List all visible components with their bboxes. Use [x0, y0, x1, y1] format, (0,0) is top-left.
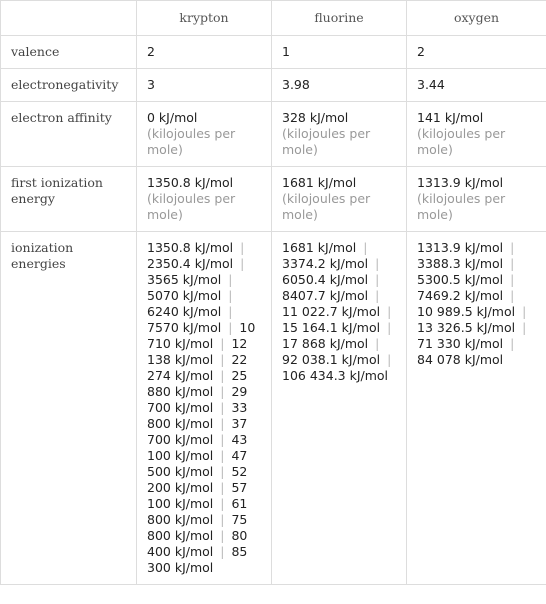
list-separator: |: [387, 304, 392, 319]
row-label: electronegativity: [1, 69, 137, 102]
list-separator: |: [240, 240, 245, 255]
list-separator: |: [220, 512, 225, 527]
ionization-value: 22 274 kJ/mol: [147, 352, 248, 383]
list-separator: |: [220, 384, 225, 399]
ionization-value: 75 800 kJ/mol: [147, 512, 248, 543]
list-separator: |: [375, 272, 380, 287]
list-separator: |: [228, 288, 233, 303]
table-cell: 2: [407, 36, 546, 69]
list-separator: |: [220, 368, 225, 383]
ionization-value: 85 300 kJ/mol: [147, 544, 248, 575]
list-separator: |: [240, 256, 245, 271]
table-row-electron-affinity: [1, 102, 546, 167]
ionization-value: 84 078 kJ/mol: [417, 352, 504, 367]
column-header-oxygen: oxygen: [407, 1, 546, 36]
unit-description: (kilojoules per mole): [147, 191, 236, 222]
ionization-value: 13 326.5 kJ/mol: [417, 320, 516, 335]
ionization-value: 11 022.7 kJ/mol: [282, 304, 381, 319]
ionization-value: 5300.5 kJ/mol: [417, 272, 504, 287]
ionization-value: 10 710 kJ/mol: [147, 320, 256, 351]
table-cell: 3.44: [407, 69, 546, 102]
table-cell: 2: [137, 36, 272, 69]
list-separator: |: [375, 288, 380, 303]
list-separator: |: [220, 416, 225, 431]
ionization-value: 61 800 kJ/mol: [147, 496, 248, 527]
ionization-value: 6240 kJ/mol: [147, 304, 222, 319]
list-separator: |: [228, 320, 233, 335]
table-row-first-ionization-energy: [1, 167, 546, 232]
ionization-value: 29 700 kJ/mol: [147, 384, 248, 415]
ionization-value: 43 100 kJ/mol: [147, 432, 248, 463]
list-separator: |: [522, 320, 527, 335]
ionization-value: 2350.4 kJ/mol: [147, 256, 234, 271]
ionization-value: 1681 kJ/mol: [282, 240, 357, 255]
table-row-electronegativity: [1, 69, 546, 102]
list-separator: |: [375, 336, 380, 351]
ionization-value: 6050.4 kJ/mol: [282, 272, 369, 287]
unit-description: (kilojoules per mole): [417, 191, 506, 222]
list-separator: |: [220, 464, 225, 479]
ionization-value: 8407.7 kJ/mol: [282, 288, 369, 303]
ionization-value: 37 700 kJ/mol: [147, 416, 248, 447]
list-separator: |: [220, 528, 225, 543]
table-cell: [137, 102, 272, 167]
list-separator: |: [375, 256, 380, 271]
unit-description: (kilojoules per mole): [282, 191, 371, 222]
table-cell: [407, 102, 546, 167]
ionization-value: 25 880 kJ/mol: [147, 368, 248, 399]
cell-value: 328 kJ/mol: [282, 110, 349, 125]
list-separator: |: [510, 272, 515, 287]
ionization-value: 10 989.5 kJ/mol: [417, 304, 516, 319]
cell-value: 141 kJ/mol: [417, 110, 484, 125]
list-separator: |: [510, 336, 515, 351]
list-separator: |: [510, 256, 515, 271]
list-separator: |: [220, 544, 225, 559]
list-separator: |: [510, 288, 515, 303]
table-cell: [272, 102, 407, 167]
list-separator: |: [220, 480, 225, 495]
unit-description: (kilojoules per mole): [282, 126, 371, 157]
ionization-value: 71 330 kJ/mol: [417, 336, 504, 351]
ionization-list-oxygen: [407, 232, 546, 585]
ionization-value: 7570 kJ/mol: [147, 320, 222, 335]
header-row: [1, 1, 546, 36]
column-header-krypton: krypton: [137, 1, 272, 36]
table-row-valence: [1, 36, 546, 69]
cell-value: 1681 kJ/mol: [282, 175, 357, 190]
ionization-value: 33 800 kJ/mol: [147, 400, 248, 431]
cell-value: 1350.8 kJ/mol: [147, 175, 234, 190]
list-separator: |: [220, 336, 225, 351]
ionization-value: 47 500 kJ/mol: [147, 448, 248, 479]
table-row-ionization-energies: [1, 232, 546, 585]
row-label: ionization energies: [1, 232, 137, 585]
ionization-value: 92 038.1 kJ/mol: [282, 352, 381, 367]
ionization-value: 1313.9 kJ/mol: [417, 240, 504, 255]
list-separator: |: [220, 448, 225, 463]
unit-description: (kilojoules per mole): [417, 126, 506, 157]
ionization-value: 80 400 kJ/mol: [147, 528, 248, 559]
list-separator: |: [363, 240, 368, 255]
ionization-value: 15 164.1 kJ/mol: [282, 320, 381, 335]
ionization-value: 52 200 kJ/mol: [147, 464, 248, 495]
ionization-value: 5070 kJ/mol: [147, 288, 222, 303]
unit-description: (kilojoules per mole): [147, 126, 236, 157]
ionization-value: 3565 kJ/mol: [147, 272, 222, 287]
table-cell: 3: [137, 69, 272, 102]
row-label: first ionization energy: [1, 167, 137, 232]
list-separator: |: [228, 272, 233, 287]
ionization-value: 3388.3 kJ/mol: [417, 256, 504, 271]
row-label: electron affinity: [1, 102, 137, 167]
ionization-value: 57 100 kJ/mol: [147, 480, 248, 511]
ionization-value: 17 868 kJ/mol: [282, 336, 369, 351]
column-header-fluorine: fluorine: [272, 1, 407, 36]
list-separator: |: [220, 432, 225, 447]
cell-value: 0 kJ/mol: [147, 110, 198, 125]
ionization-list-krypton: [137, 232, 272, 585]
table-cell: 3.98: [272, 69, 407, 102]
ionization-list-fluorine: [272, 232, 407, 585]
table-cell: [272, 167, 407, 232]
corner-header: [1, 1, 137, 36]
ionization-value: 12 138 kJ/mol: [147, 336, 248, 367]
cell-value: 1313.9 kJ/mol: [417, 175, 504, 190]
table-cell: [407, 167, 546, 232]
list-separator: |: [510, 240, 515, 255]
table-cell: 1: [272, 36, 407, 69]
list-separator: |: [220, 400, 225, 415]
list-separator: |: [220, 352, 225, 367]
ionization-value: 106 434.3 kJ/mol: [282, 368, 389, 383]
list-separator: |: [387, 320, 392, 335]
ionization-value: 3374.2 kJ/mol: [282, 256, 369, 271]
list-separator: |: [387, 352, 392, 367]
list-separator: |: [220, 496, 225, 511]
row-label: valence: [1, 36, 137, 69]
table-cell: [137, 167, 272, 232]
ionization-value: 7469.2 kJ/mol: [417, 288, 504, 303]
list-separator: |: [228, 304, 233, 319]
ionization-value: 1350.8 kJ/mol: [147, 240, 234, 255]
list-separator: |: [522, 304, 527, 319]
